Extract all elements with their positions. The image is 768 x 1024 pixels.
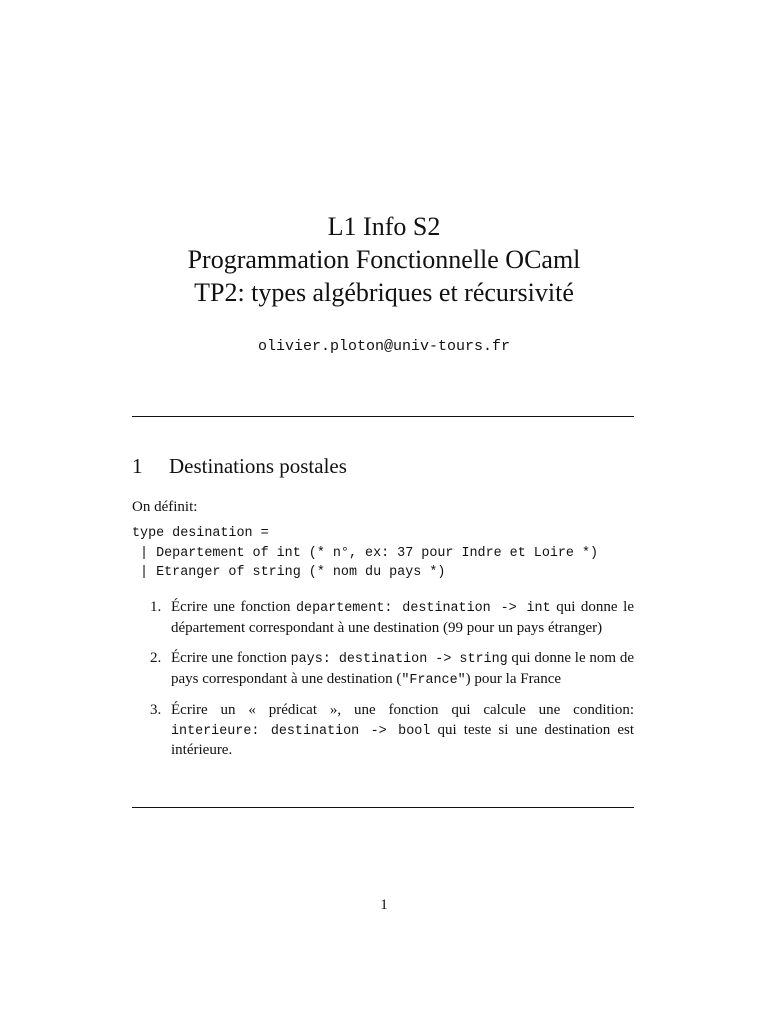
top-divider	[132, 416, 634, 417]
bottom-divider	[132, 807, 634, 808]
section-heading	[132, 454, 347, 479]
exercise-number: 3.	[150, 702, 162, 718]
exercise-text: qui donne le nom de pays correspondant à une destination (	[171, 650, 635, 687]
section-number: 1	[132, 454, 143, 478]
inline-code: departement: destination -> int	[296, 601, 551, 616]
document-title	[0, 210, 768, 309]
exercise-item	[132, 649, 634, 690]
exercise-text: qui teste si une destination est intérieure.	[171, 721, 635, 758]
title-line-tp: TP2: types algébriques et récursivité	[194, 278, 574, 307]
inline-code: pays: destination -> string	[290, 652, 508, 667]
exercise-item	[132, 598, 634, 638]
code-line: | Etranger of string (* nom du pays *)	[132, 565, 446, 580]
exercise-text: Écrire un « prédicat », une fonction qui calcule une condition:	[171, 702, 634, 718]
exercise-text: qui donne le département correspondant à une destination (99 pour un pays étranger)	[171, 599, 634, 636]
page-number: 1	[380, 897, 388, 913]
exercise-number: 1.	[150, 599, 162, 615]
author-email: olivier.ploton@univ-tours.fr	[257, 338, 511, 355]
inline-code: interieure: destination -> bool	[171, 723, 431, 739]
title-line-subject: Programmation Fonctionnelle OCaml	[187, 245, 581, 274]
exercise-item	[132, 701, 634, 761]
inline-code: "France"	[401, 672, 466, 688]
exercise-text: ) pour la France	[465, 670, 562, 687]
title-line-course: L1 Info S2	[327, 212, 441, 241]
exercise-text: Écrire une fonction	[171, 650, 291, 666]
exercise-text: Écrire une fonction	[171, 599, 297, 615]
exercise-list	[132, 598, 634, 772]
code-line: type desination =	[132, 526, 269, 541]
code-line: | Departement of int (* n°, ex: 37 pour Indre et Loire *)	[132, 545, 599, 561]
exercise-number: 2.	[150, 650, 162, 666]
section-title: Destinations postales	[169, 454, 347, 478]
code-block	[132, 524, 598, 583]
intro-text: On définit:	[132, 499, 198, 515]
